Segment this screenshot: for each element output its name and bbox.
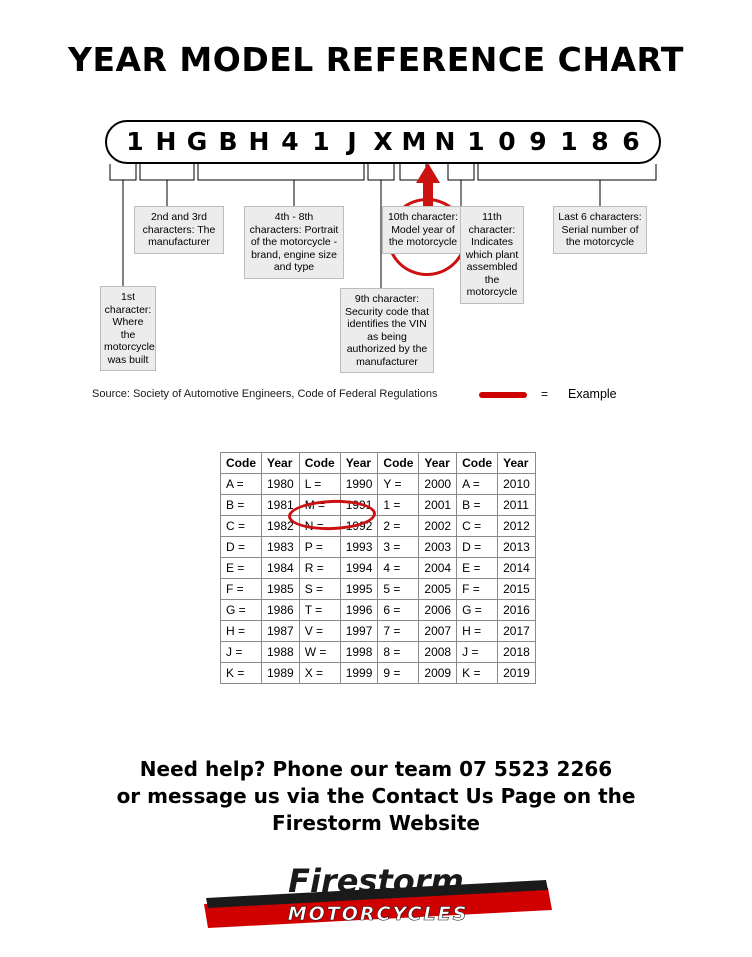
vin-char: 1 bbox=[312, 127, 330, 156]
logo-wordmark: Firestorm bbox=[288, 862, 464, 900]
table-cell-year: 1986 bbox=[262, 600, 300, 621]
table-cell-code: L = bbox=[299, 474, 340, 495]
table-cell-code: 3 = bbox=[378, 537, 419, 558]
table-header-cell: Code bbox=[457, 453, 498, 474]
vin-char: 1 bbox=[126, 127, 144, 156]
table-cell-year: 1995 bbox=[340, 579, 378, 600]
footer-line-2: or message us via the Contact Us Page on the bbox=[116, 784, 636, 808]
table-cell-code: H = bbox=[457, 621, 498, 642]
table-cell-code: N = bbox=[299, 516, 340, 537]
table-cell-year: 2016 bbox=[498, 600, 536, 621]
table-cell-code: M = bbox=[299, 495, 340, 516]
table-cell-code: 6 = bbox=[378, 600, 419, 621]
table-header-cell: Code bbox=[299, 453, 340, 474]
vin-char: 1 bbox=[467, 127, 485, 156]
table-cell-year: 2019 bbox=[498, 663, 536, 684]
table-cell-year: 2009 bbox=[419, 663, 457, 684]
table-cell-code: J = bbox=[457, 642, 498, 663]
table-cell-code: E = bbox=[221, 558, 262, 579]
table-cell-code: K = bbox=[457, 663, 498, 684]
vin-char: 9 bbox=[529, 127, 547, 156]
table-row bbox=[221, 600, 536, 621]
table-cell-year: 2000 bbox=[419, 474, 457, 495]
table-row bbox=[221, 495, 536, 516]
callout-4th-8th-characters: 4th - 8th characters: Portrait of the motorcycle - brand, engine size and type bbox=[244, 206, 344, 279]
vin-char: J bbox=[347, 127, 357, 156]
table-cell-year: 2015 bbox=[498, 579, 536, 600]
callout-10th-character: 10th character: Model year of the motorcycle bbox=[382, 206, 464, 254]
table-cell-code: X = bbox=[299, 663, 340, 684]
source-note: Source: Society of Automotive Engineers, Code of Federal Regulations bbox=[92, 388, 438, 400]
table-cell-code: 8 = bbox=[378, 642, 419, 663]
table-cell-code: F = bbox=[457, 579, 498, 600]
vin-char: 6 bbox=[622, 127, 640, 156]
callout-11th-character: 11th character: Indicates which plant assembled the motorcycle bbox=[460, 206, 524, 304]
table-cell-code: C = bbox=[457, 516, 498, 537]
table-cell-year: 1998 bbox=[340, 642, 378, 663]
table-cell-year: 2017 bbox=[498, 621, 536, 642]
table-cell-year: 1999 bbox=[340, 663, 378, 684]
table-header-cell: Year bbox=[340, 453, 378, 474]
table-cell-code: S = bbox=[299, 579, 340, 600]
table-cell-code: E = bbox=[457, 558, 498, 579]
vin-char: 0 bbox=[498, 127, 516, 156]
table-cell-code: 7 = bbox=[378, 621, 419, 642]
table-cell-code: V = bbox=[299, 621, 340, 642]
table-cell-year: 2001 bbox=[419, 495, 457, 516]
table-cell-year: 1987 bbox=[262, 621, 300, 642]
legend-label: Example bbox=[568, 387, 617, 401]
table-header-cell: Year bbox=[419, 453, 457, 474]
vin-string-box bbox=[105, 120, 661, 164]
table-cell-code: B = bbox=[457, 495, 498, 516]
table-cell-code: 9 = bbox=[378, 663, 419, 684]
table-cell-code: C = bbox=[221, 516, 262, 537]
table-cell-year: 2013 bbox=[498, 537, 536, 558]
table-cell-year: 1984 bbox=[262, 558, 300, 579]
table-cell-code: D = bbox=[221, 537, 262, 558]
vin-char: H bbox=[155, 127, 177, 156]
table-cell-code: 2 = bbox=[378, 516, 419, 537]
table-cell-year: 1996 bbox=[340, 600, 378, 621]
table-header-cell: Year bbox=[262, 453, 300, 474]
vin-char: 4 bbox=[281, 127, 299, 156]
table-row bbox=[221, 558, 536, 579]
table-row bbox=[221, 516, 536, 537]
table-cell-year: 1988 bbox=[262, 642, 300, 663]
vin-char-model-year: M bbox=[401, 127, 427, 156]
callout-1st-character: 1st character: Where the motorcycle was built bbox=[100, 286, 156, 371]
footer-line-3: Firestorm Website bbox=[272, 811, 480, 835]
table-cell-year: 1993 bbox=[340, 537, 378, 558]
table-cell-year: 2011 bbox=[498, 495, 536, 516]
legend-color-swatch bbox=[479, 392, 527, 398]
table-cell-year: 1980 bbox=[262, 474, 300, 495]
table-cell-code: B = bbox=[221, 495, 262, 516]
table-cell-year: 2003 bbox=[419, 537, 457, 558]
table-header-cell: Code bbox=[378, 453, 419, 474]
vin-char: H bbox=[248, 127, 270, 156]
vin-char: N bbox=[434, 127, 456, 156]
table-row bbox=[221, 621, 536, 642]
year-code-table bbox=[220, 452, 536, 684]
table-cell-year: 2012 bbox=[498, 516, 536, 537]
table-cell-year: 2002 bbox=[419, 516, 457, 537]
table-cell-year: 2005 bbox=[419, 579, 457, 600]
table-cell-year: 2004 bbox=[419, 558, 457, 579]
table-cell-code: 4 = bbox=[378, 558, 419, 579]
table-cell-year: 1990 bbox=[340, 474, 378, 495]
callout-last-6-characters: Last 6 characters: Serial number of the motorcycle bbox=[553, 206, 647, 254]
table-cell-year: 1982 bbox=[262, 516, 300, 537]
table-cell-year: 1991 bbox=[340, 495, 378, 516]
table-cell-code: P = bbox=[299, 537, 340, 558]
table-cell-code: T = bbox=[299, 600, 340, 621]
footer-line-1: Need help? Phone our team 07 5523 2266 bbox=[139, 757, 613, 781]
table-cell-year: 1992 bbox=[340, 516, 378, 537]
table-cell-code: Y = bbox=[378, 474, 419, 495]
table-cell-code: G = bbox=[457, 600, 498, 621]
callout-9th-character: 9th character: Security code that identifies the VIN as being authorized by the manufacturer bbox=[340, 288, 434, 373]
page-title: YEAR MODEL REFERENCE CHART bbox=[68, 40, 684, 79]
table-cell-code: K = bbox=[221, 663, 262, 684]
callout-2nd-3rd-characters: 2nd and 3rd characters: The manufacturer bbox=[134, 206, 224, 254]
table-cell-year: 1997 bbox=[340, 621, 378, 642]
table-cell-code: D = bbox=[457, 537, 498, 558]
table-cell-year: 1981 bbox=[262, 495, 300, 516]
footer-contact-text bbox=[0, 756, 752, 837]
table-cell-code: W = bbox=[299, 642, 340, 663]
table-cell-year: 2018 bbox=[498, 642, 536, 663]
table-header-row bbox=[221, 453, 536, 474]
logo-subtext: MOTORCYCLES bbox=[287, 903, 469, 925]
table-cell-year: 2006 bbox=[419, 600, 457, 621]
legend-equals: = bbox=[541, 387, 549, 401]
table-cell-year: 2010 bbox=[498, 474, 536, 495]
table-cell-code: 5 = bbox=[378, 579, 419, 600]
table-cell-code: F = bbox=[221, 579, 262, 600]
table-cell-year: 1989 bbox=[262, 663, 300, 684]
table-cell-year: 2008 bbox=[419, 642, 457, 663]
table-row bbox=[221, 642, 536, 663]
table-row bbox=[221, 579, 536, 600]
table-cell-year: 2014 bbox=[498, 558, 536, 579]
table-header-cell: Code bbox=[221, 453, 262, 474]
table-cell-code: A = bbox=[221, 474, 262, 495]
vin-char: 1 bbox=[560, 127, 578, 156]
table-cell-code: 1 = bbox=[378, 495, 419, 516]
table-cell-code: A = bbox=[457, 474, 498, 495]
table-cell-code: H = bbox=[221, 621, 262, 642]
table-row bbox=[221, 474, 536, 495]
vin-char: G bbox=[186, 127, 208, 156]
table-cell-year: 2007 bbox=[419, 621, 457, 642]
table-cell-year: 1983 bbox=[262, 537, 300, 558]
vin-char: B bbox=[218, 127, 238, 156]
table-header-cell: Year bbox=[498, 453, 536, 474]
table-cell-year: 1994 bbox=[340, 558, 378, 579]
table-cell-year: 1985 bbox=[262, 579, 300, 600]
vin-char: X bbox=[373, 127, 393, 156]
vin-char: 8 bbox=[591, 127, 609, 156]
table-cell-code: G = bbox=[221, 600, 262, 621]
table-cell-code: J = bbox=[221, 642, 262, 663]
table-cell-code: R = bbox=[299, 558, 340, 579]
table-row bbox=[221, 537, 536, 558]
firestorm-motorcycles-logo bbox=[196, 858, 556, 936]
table-row bbox=[221, 663, 536, 684]
